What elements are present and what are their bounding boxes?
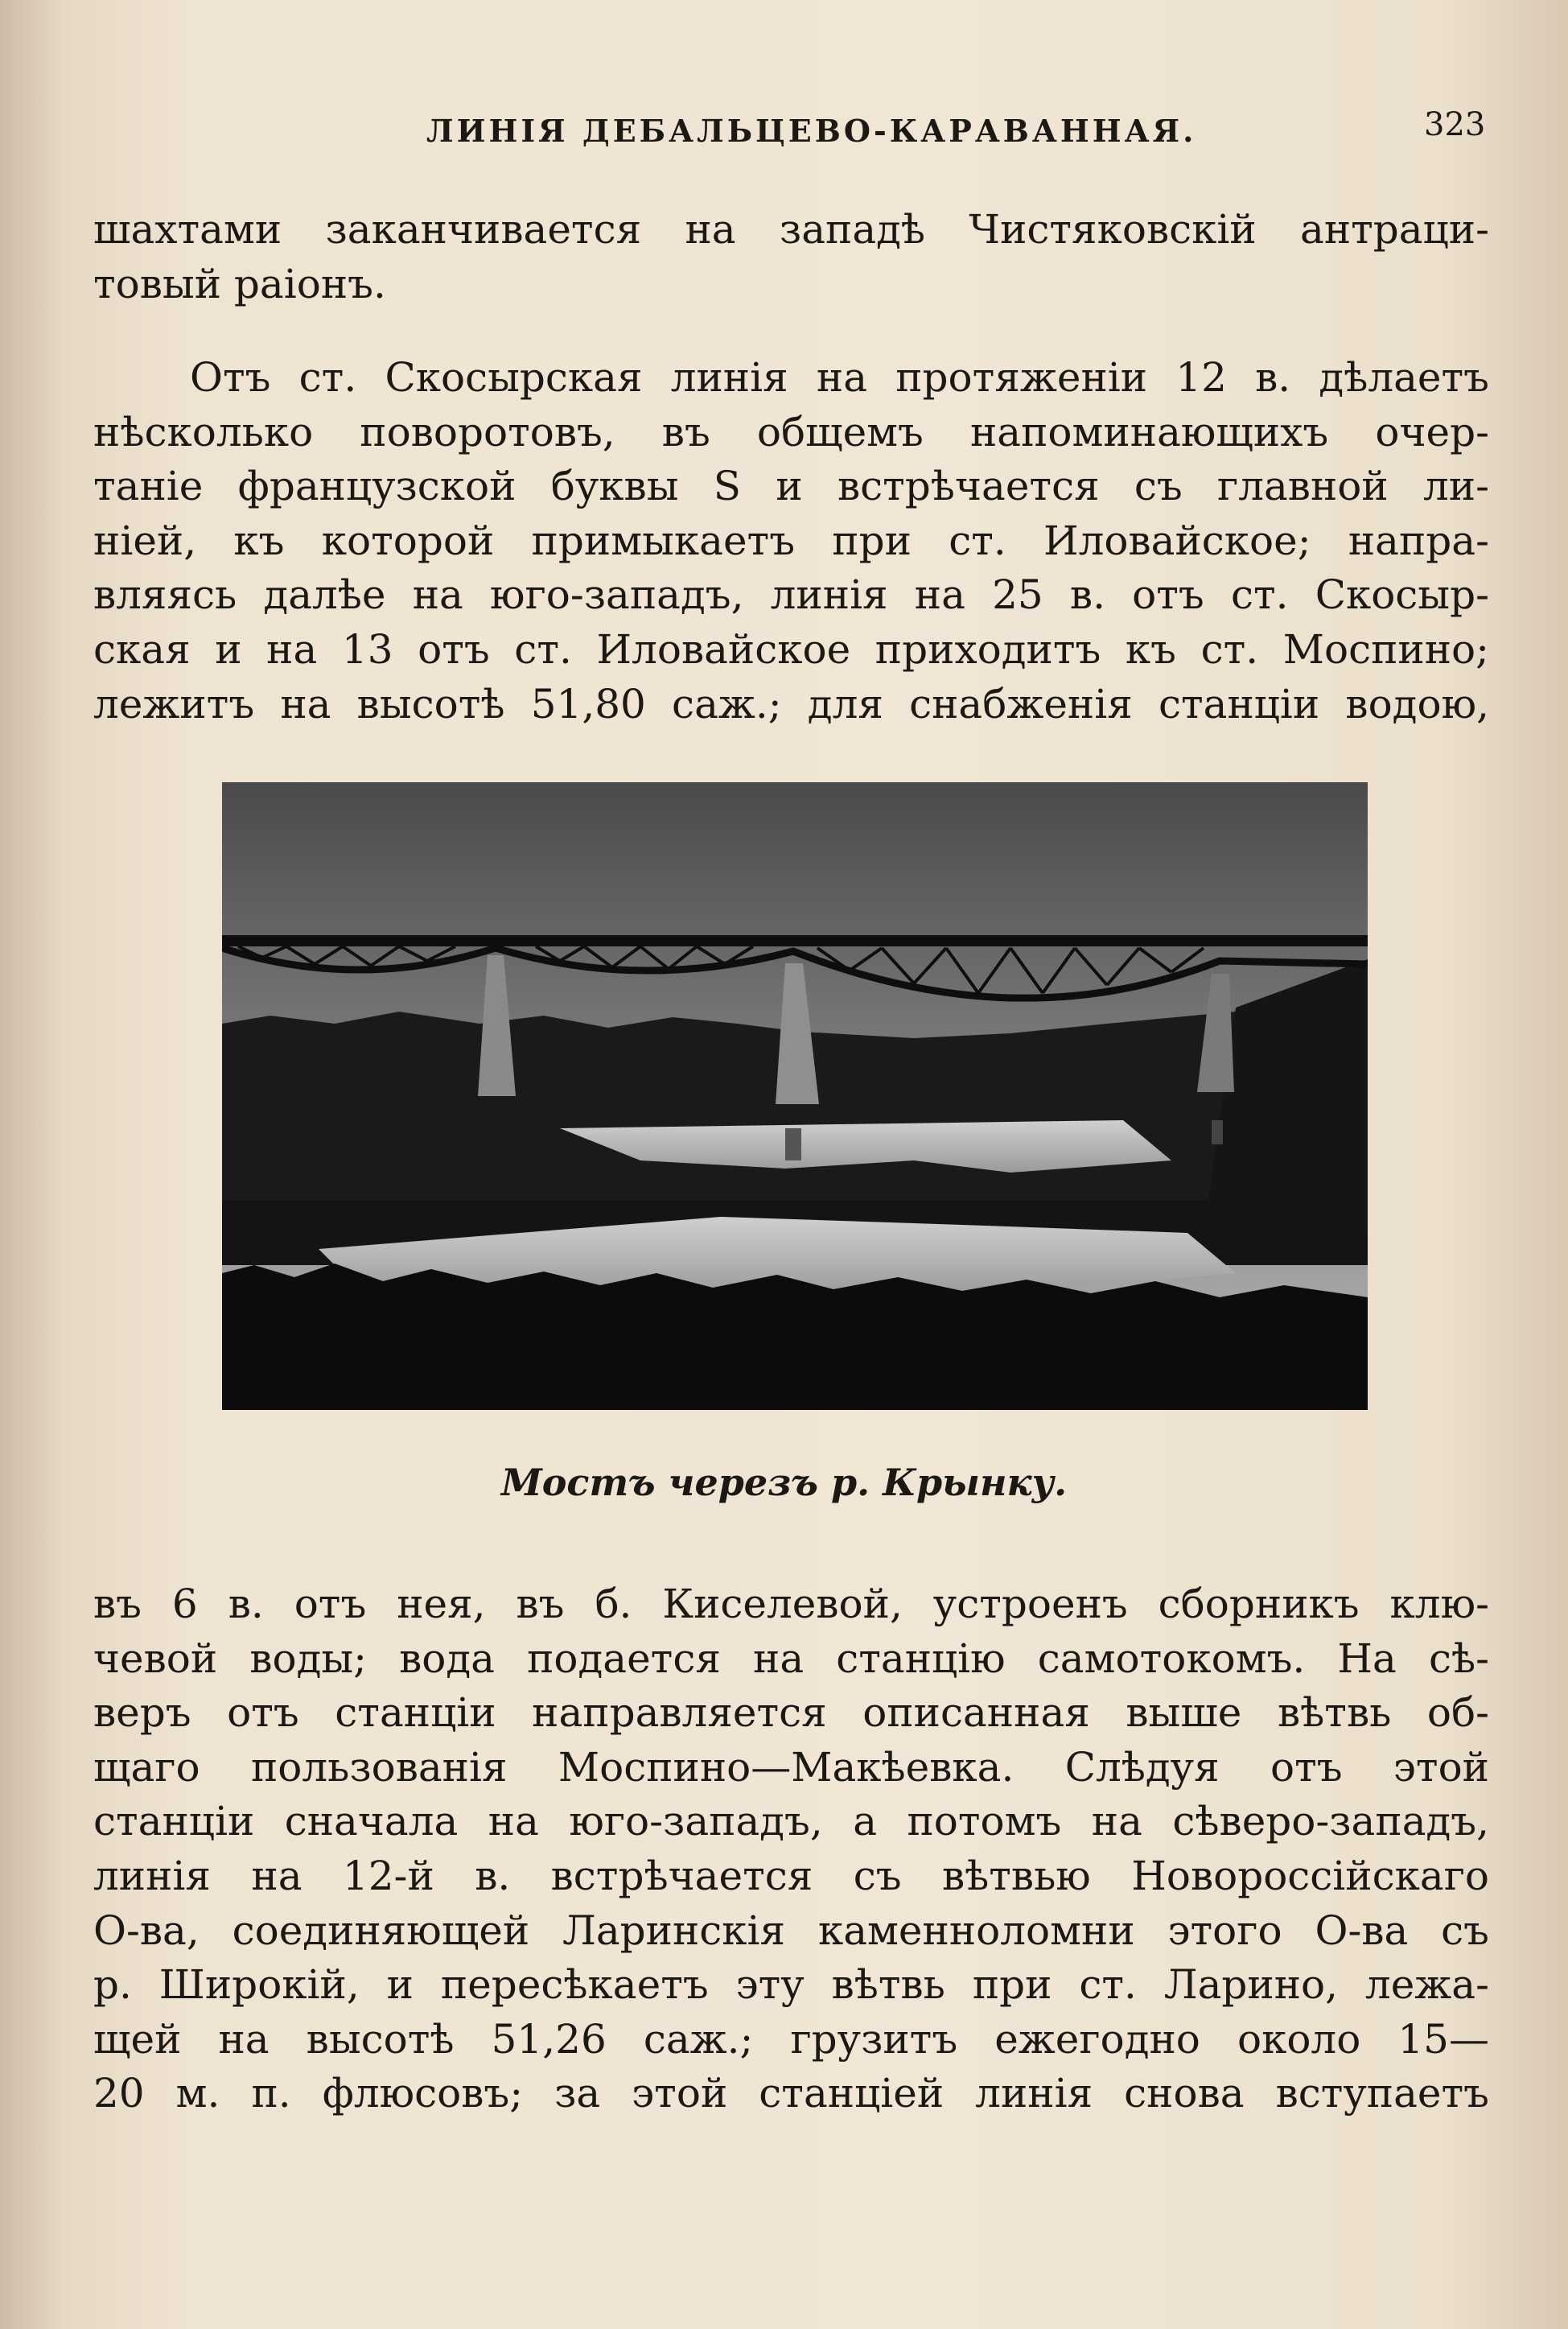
text-line: ская и на 13 отъ ст. Иловайское приходитъ къ ст. Моспино; xyxy=(93,625,1489,673)
text-line: въ 6 в. отъ нея, въ б. Киселевой, устроенъ сборникъ клю- xyxy=(93,1581,1489,1627)
paragraph-3 xyxy=(93,1577,1489,2121)
page-number: 323 xyxy=(1424,106,1486,143)
text-line: р. Широкій, и пересѣкаетъ эту вѣтвь при ст. Ларино, лежа- xyxy=(93,1961,1489,2009)
text-line: ніей, къ которой примыкаетъ при ст. Иловайское; напра- xyxy=(93,517,1489,564)
text-line: линія на 12-й в. встрѣчается съ вѣтвью Новороссійскаго xyxy=(93,1852,1489,1899)
text-line: нѣсколько поворотовъ, въ общемъ напоминающихъ очер- xyxy=(93,408,1489,455)
text-line: чевой воды; вода подается на станцію самотокомъ. На сѣ- xyxy=(93,1634,1489,1682)
bridge-photograph xyxy=(222,782,1368,1410)
text-line: 20 м. п. флюсовъ; за этой станціей линія снова вступаетъ xyxy=(93,2070,1489,2117)
running-title: ЛИНІЯ ДЕБАЛЬЦЕВО-КАРАВАННАЯ. xyxy=(426,113,1197,149)
text-line: таніе французской буквы S и встрѣчается съ главной ли- xyxy=(93,463,1489,510)
text-line: лежитъ на высотѣ 51,80 саж.; для снабженія станціи водою, xyxy=(93,680,1489,728)
figure-caption: Мостъ черезъ р. Крынку. xyxy=(500,1461,1068,1504)
text-line: Отъ ст. Скосырская линія на протяженіи 12 в. дѣлаетъ xyxy=(190,354,1489,401)
text-line: станціи сначала на юго-западъ, а потомъ на сѣверо-западъ, xyxy=(93,1798,1489,1845)
text-line: щей на высотѣ 51,26 саж.; грузитъ ежегодно около 15— xyxy=(93,2015,1489,2063)
text-line: веръ отъ станціи направляется описанная выше вѣтвь об- xyxy=(93,1689,1489,1737)
text-line: О-ва, соединяющей Ларинскія каменноломни этого О-ва съ xyxy=(93,1906,1489,1954)
text-line: щаго пользованія Моспино—Макѣевка. Слѣдуя отъ этой xyxy=(93,1743,1489,1791)
paragraph-1 xyxy=(93,203,1489,311)
text-line: шахтами заканчивается на западѣ Чистяковскій антраци- xyxy=(93,206,1489,253)
text-line: товый раіонъ. xyxy=(93,260,386,307)
text-line: вляясь далѣе на юго-западъ, линія на 25 в. отъ ст. Скосыр- xyxy=(93,571,1489,619)
bridge-photo-image xyxy=(222,782,1368,1410)
paragraph-2 xyxy=(93,351,1489,732)
